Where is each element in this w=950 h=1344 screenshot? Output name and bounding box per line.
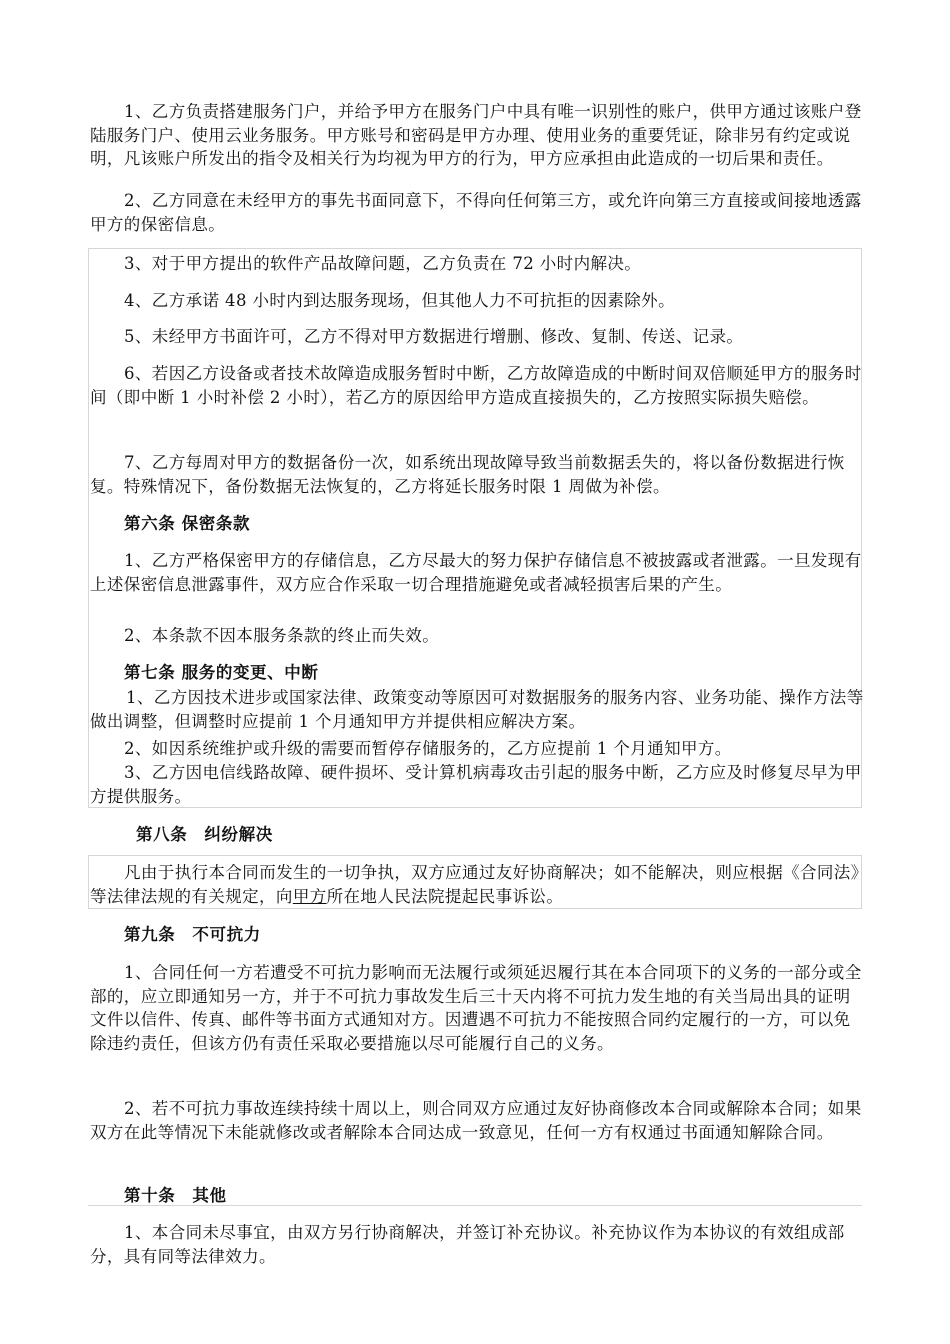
clause-paragraph: 2、如因系统维护或升级的需要而暂停存储服务的，乙方应提前 1 个月通知甲方。 [124, 739, 732, 758]
clause-paragraph: 5、未经甲方书面许可，乙方不得对甲方数据进行增删、修改、复制、传送、记录。 [124, 327, 744, 346]
clause-paragraph: 1、乙方严格保密甲方的存储信息，乙方尽最大的努力保护存储信息不被披露或者泄露。一旦发现有上述保密信息泄露事件，双方应合作采取一切合理措施避免或者减轻损害后果的产生。 [90, 551, 862, 594]
clause-paragraph: 3、乙方因电信线路故障、硬件损坏、受计算机病毒攻击引起的服务中断，乙方应及时修复尽早为甲方提供服务。 [90, 763, 862, 806]
clause-paragraph: 2、若不可抗力事故连续持续十周以上，则合同双方应通过友好协商修改本合同或解除本合同；如果双方在此等情况下未能就修改或者解除本合同达成一致意见，任何一方有权通过书面通知解除合同。 [90, 1099, 862, 1142]
clause-paragraph: 7、乙方每周对甲方的数据备份一次，如系统出现故障导致当前数据丢失的，将以备份数据进行恢复。特殊情况下，备份数据无法恢复的，乙方将延长服务时限 1 周做为补偿。 [90, 453, 845, 496]
clause-paragraph: 2、乙方同意在未经甲方的事先书面同意下，不得向任何第三方，或允许向第三方直接或间接地透露甲方的保密信息。 [90, 191, 862, 234]
clause-paragraph: 4、乙方承诺 48 小时内到达服务现场，但其他人力不可抗拒的因素除外。 [124, 291, 675, 310]
underlined-party: 甲方 [292, 886, 327, 906]
section-heading: 第九条 不可抗力 [124, 925, 261, 944]
clause-paragraph: 1、合同任何一方若遭受不可抗力影响而无法履行或须延迟履行其在本合同项下的义务的一部分或全部的，应立即通知另一方，并于不可抗力事故发生后三十天内将不可抗力发生地的有关当局出具的证明文件以信件、传真、邮件等书面方式通知对方。因遭遇不可抗力不能按照合同约定履行的一方，可以免除违约责任，但该方仍有责任采取必要措施以尽可能履行自己的义务。 [90, 963, 862, 1053]
clause-paragraph: 6、若因乙方设备或者技术故障造成服务暂时中断，乙方故障造成的中断时间双倍顺延甲方的服务时间（即中断 1 小时补偿 2 小时），若乙方的原因给甲方造成直接损失的，乙方按照实际损失赔偿。 [90, 364, 862, 407]
clause-paragraph [90, 861, 866, 908]
clause-paragraph: 1、乙方负责搭建服务门户，并给予甲方在服务门户中具有唯一识别性的账户，供甲方通过该账户登陆服务门户、使用云业务服务。甲方账号和密码是甲方办理、使用业务的重要凭证，除非另有约定或说明，凡该账户所发出的指令及相关行为均视为甲方的行为，甲方应承担由此造成的一切后果和责任。 [90, 102, 862, 168]
clause-paragraph: 3、对于甲方提出的软件产品故障问题，乙方负责在 72 小时内解决。 [124, 254, 642, 273]
section-heading: 第七条 服务的变更、中断 [124, 663, 319, 682]
section-heading: 第八条 纠纷解决 [136, 825, 273, 844]
clause-paragraph: 1、乙方因技术进步或国家法律、政策变动等原因可对数据服务的服务内容、业务功能、操作方法等做出调整，但调整时应提前 1 个月通知甲方并提供相应解决方案。 [90, 688, 864, 731]
section-heading: 第十条 其他 [124, 1186, 227, 1205]
section-heading: 第六条 保密条款 [124, 514, 251, 533]
clause-paragraph: 1、本合同未尽事宜，由双方另行协商解决，并签订补充协议。补充协议作为本协议的有效组成部分，具有同等法律效力。 [90, 1223, 845, 1266]
dispute-text-end: 所在地人民法院提起民事诉讼。 [326, 886, 564, 906]
dispute-text-start: 凡由于执行本合同而发生的一切争执，双方应通过友好协商解决；如不能解决，则应根据《合同法》等法律法规的有关规定，向 [90, 863, 860, 906]
clause-paragraph: 2、本条款不因本服务条款的终止而失效。 [124, 626, 440, 645]
